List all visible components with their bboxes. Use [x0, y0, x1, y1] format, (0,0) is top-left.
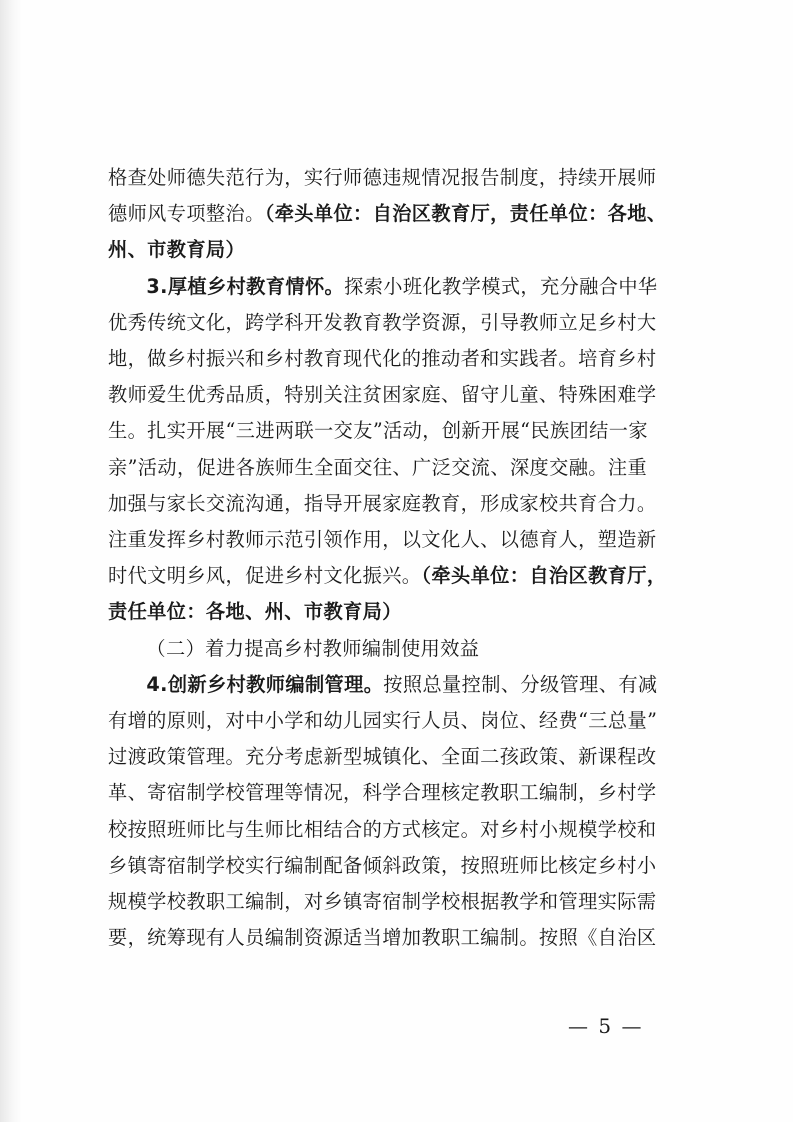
text-line: 生。扎实开展“三进两联一交友”活动，创新开展“民族团结一家: [108, 419, 648, 443]
text-line: 责任单位：各地、州、市教育局）: [108, 600, 402, 624]
text-line: 有增的原则，对中小学和幼儿园实行人员、岗位、经费“三总量”: [108, 709, 658, 733]
text-line: 乡镇寄宿制学校实行编制配备倾斜政策，按照班师比核定乡村小: [108, 853, 657, 877]
paragraph-continuation: [108, 160, 668, 269]
text-line: 德师风专项整治。（牵头单位：自治区教育厅，责任单位：各地、: [108, 202, 667, 226]
text-line: 校按照班师比与生师比相结合的方式核定。对乡村小规模学校和: [108, 817, 657, 841]
item-heading: 3.厚植乡村教育情怀。: [146, 274, 345, 298]
scan-edge-shadow: [0, 0, 22, 1122]
text-line: 革、寄宿制学校管理等情况，科学合理核定教职工编制，乡村学: [108, 781, 657, 805]
text-line: 规模学校教职工编制，对乡镇寄宿制学校根据教学和管理实际需: [108, 890, 657, 914]
text-line: 4.创新乡村教师编制管理。按照总量控制、分级管理、有减: [146, 672, 658, 696]
item-heading: 4.创新乡村教师编制管理。: [146, 672, 384, 696]
text-line: 要，统筹现有人员编制资源适当增加教职工编制。按照《自治区: [108, 926, 657, 950]
text-line: 注重发挥乡村教师示范引领作用，以文化人、以德育人，塑造新: [108, 528, 657, 552]
text-line: 亲”活动，促进各族师生全面交往、广泛交流、深度交融。注重: [108, 455, 648, 479]
text-line: 地，做乡村振兴和乡村教育现代化的推动者和实践者。培育乡村: [108, 347, 657, 371]
text-line: 格查处师德失范行为，实行师德违规情况报告制度，持续开展师: [108, 166, 657, 189]
paragraph-item-4: [108, 667, 668, 957]
text-line: 教师爱生优秀品质，特别关注贫困家庭、留守儿童、特殊困难学: [108, 383, 657, 407]
text-line: 3.厚植乡村教育情怀。探索小班化教学模式，充分融合中华: [146, 274, 658, 298]
text-line: 加强与家长交流沟通，指导开展家庭教育，形成家校共育合力。: [108, 491, 657, 515]
text-line: 时代文明乡风，促进乡村文化振兴。（牵头单位：自治区教育厅，: [108, 564, 667, 588]
text-line: 过渡政策管理。充分考虑新型城镇化、全面二孩政策、新课程改: [108, 745, 657, 769]
section-heading: （二）着力提高乡村教师编制使用效益: [146, 636, 480, 660]
paragraph-item-3: [108, 269, 668, 631]
body-text: [108, 160, 668, 956]
text-line: 州、市教育局）: [108, 238, 246, 262]
page-number: — 5 —: [568, 1014, 644, 1038]
text-line: 优秀传统文化，跨学科开发教育教学资源，引导教师立足乡村大: [108, 310, 657, 334]
